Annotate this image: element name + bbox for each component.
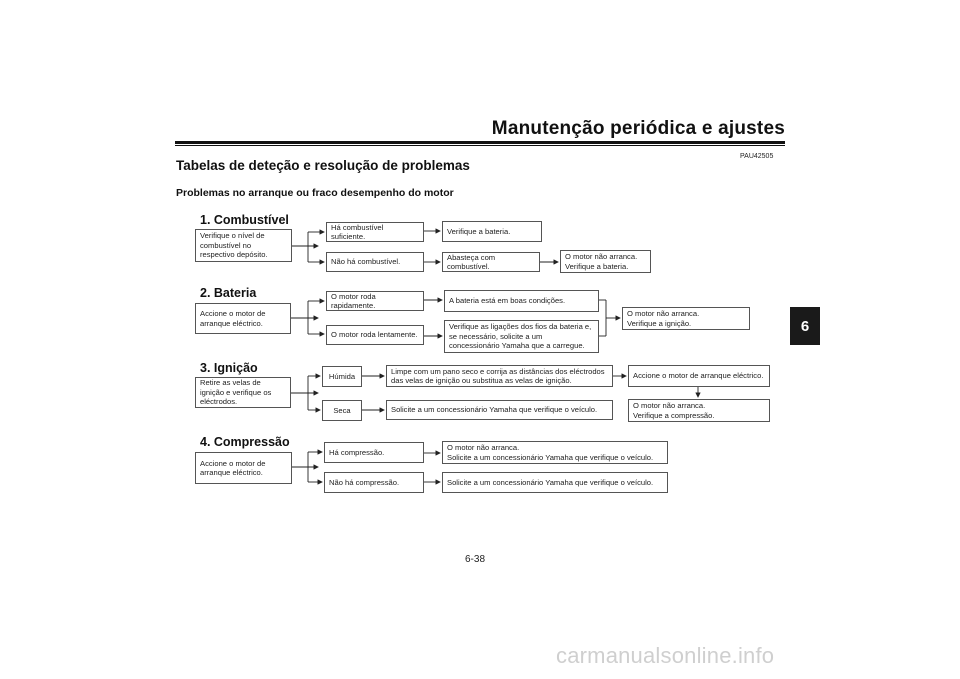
section-heading-fuel: 1. Combustível [200, 213, 289, 227]
compression-branch-b: Não há compressão. [324, 472, 424, 493]
fuel-result-b: Abasteça com combustível. [442, 252, 540, 272]
ignition-next-box: Accione o motor de arranque eléctrico. [628, 365, 770, 387]
section-heading-battery: 2. Bateria [200, 286, 257, 300]
compression-branch-a: Há compressão. [324, 442, 424, 463]
chapter-tab: 6 [790, 307, 820, 345]
ignition-final-box: O motor não arranca. Verifique a compressão. [628, 399, 770, 422]
fuel-final-box: O motor não arranca. Verifique a bateria. [560, 250, 651, 273]
ignition-branch-b: Seca [322, 400, 362, 421]
document-code: PAU42505 [740, 153, 774, 160]
page-title: Tabelas de deteção e resolução de problemas [176, 158, 470, 173]
battery-result-b: Verifique as ligações dos fios da bateria e, se necessário, solicite a um concessionário Yamaha que a carregue. [444, 320, 599, 353]
fuel-start-box: Verifique o nível de combustível no respectivo depósito. [195, 229, 292, 262]
battery-final-box: O motor não arranca. Verifique a ignição. [622, 307, 750, 330]
section-heading-compression: 4. Compressão [200, 435, 290, 449]
section-heading-ignition: 3. Ignição [200, 361, 258, 375]
ignition-result-b: Solicite a um concessionário Yamaha que verifique o veículo. [386, 400, 613, 420]
battery-branch-b: O motor roda lentamente. [326, 325, 424, 345]
page-subtitle: Problemas no arranque ou fraco desempenho do motor [176, 187, 454, 199]
battery-start-box: Accione o motor de arranque eléctrico. [195, 303, 291, 334]
ignition-branch-a: Húmida [322, 366, 362, 387]
battery-result-a: A bateria está em boas condições. [444, 290, 599, 312]
header-title: Manutenção periódica e ajustes [491, 118, 785, 139]
compression-result-b: Solicite a um concessionário Yamaha que verifique o veículo. [442, 472, 668, 493]
compression-result-a: O motor não arranca. Solicite a um concessionário Yamaha que verifique o veículo. [442, 441, 668, 464]
ignition-start-box: Retire as velas de ignição e verifique os eléctrodos. [195, 377, 291, 408]
page-number: 6-38 [465, 554, 486, 565]
fuel-result-a: Verifique a bateria. [442, 221, 542, 242]
fuel-branch-b: Não há combustível. [326, 252, 424, 272]
fuel-branch-a: Há combustível suficiente. [326, 222, 424, 242]
battery-branch-a: O motor roda rapidamente. [326, 291, 424, 311]
compression-start-box: Accione o motor de arranque eléctrico. [195, 452, 292, 484]
ignition-result-a: Limpe com um pano seco e corrija as distâncias dos eléctrodos das velas de ignição ou substitua as velas de ignição. [386, 365, 613, 387]
watermark-text: carmanualsonline.info [556, 643, 775, 668]
